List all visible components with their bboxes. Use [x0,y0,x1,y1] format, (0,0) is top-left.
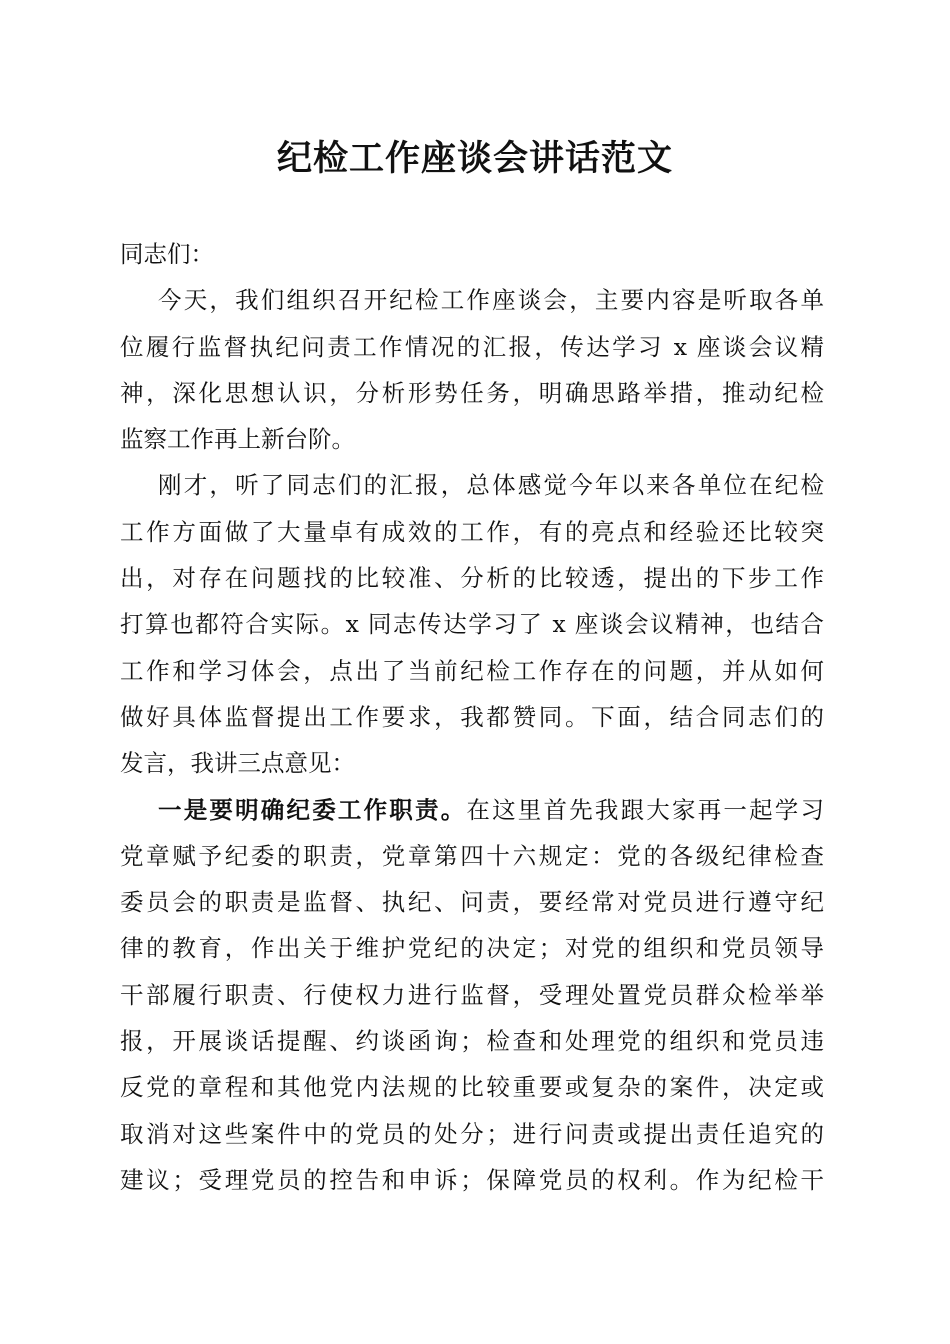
salutation: 同志们： [120,240,214,268]
paragraph-line: 监察工作再上新台阶。 [120,425,355,454]
document-body [120,231,824,1203]
paragraph-1 [120,277,824,462]
paragraph-3 [120,787,824,1204]
paragraph-line: 位履行监督执纪问责工作情况的汇报，传达学习 x 座谈会议精 [120,332,824,361]
paragraph-line: 神，深化思想认识，分析形势任务，明确思路举措，推动纪检 [120,378,824,407]
paragraph-2 [120,462,824,786]
section-heading: 一是要明确纪委工作职责。 [158,795,467,824]
paragraph-line: 反党的章程和其他党内法规的比较重要或复杂的案件，决定或 [120,1073,824,1102]
paragraph-line: 工作方面做了大量卓有成效的工作，有的亮点和经验还比较突 [120,517,824,546]
document-title: 纪检工作座谈会讲话范文 [276,138,673,179]
paragraph-line: 打算也都符合实际。x 同志传达学习了 x 座谈会议精神，也结合 [120,610,824,639]
paragraph-line: 干部履行职责、行使权力进行监督，受理处置党员群众检举举 [120,980,824,1009]
paragraph-line: 发言，我讲三点意见： [120,749,355,778]
paragraph-line: 刚才，听了同志们的汇报，总体感觉今年以来各单位在纪检 [158,471,824,500]
paragraph-line-text: 在这里首先我跟大家再一起学习 [466,795,824,824]
paragraph-line [120,787,824,833]
paragraph-line: 取消对这些案件中的党员的处分；进行问责或提出责任追究的 [120,1119,824,1148]
paragraph-line: 报，开展谈话提醒、约谈函询；检查和处理党的组织和党员违 [120,1027,824,1056]
paragraph-line: 律的教育，作出关于维护党纪的决定；对党的组织和党员领导 [120,934,824,963]
paragraph-line: 委员会的职责是监督、执纪、问责，要经常对党员进行遵守纪 [120,888,824,917]
paragraph-line: 建议；受理党员的控告和申诉；保障党员的权利。作为纪检干 [120,1165,824,1194]
paragraph-line: 做好具体监督提出工作要求，我都赞同。下面，结合同志们的 [120,702,824,731]
paragraph-line: 出，对存在问题找的比较准、分析的比较透，提出的下步工作 [120,564,824,593]
paragraph-line: 今天，我们组织召开纪检工作座谈会，主要内容是听取各单 [158,286,824,315]
paragraph-line: 党章赋予纪委的职责，党章第四十六规定：党的各级纪律检查 [120,841,824,870]
paragraph-line: 工作和学习体会，点出了当前纪检工作存在的问题，并从如何 [120,656,824,685]
